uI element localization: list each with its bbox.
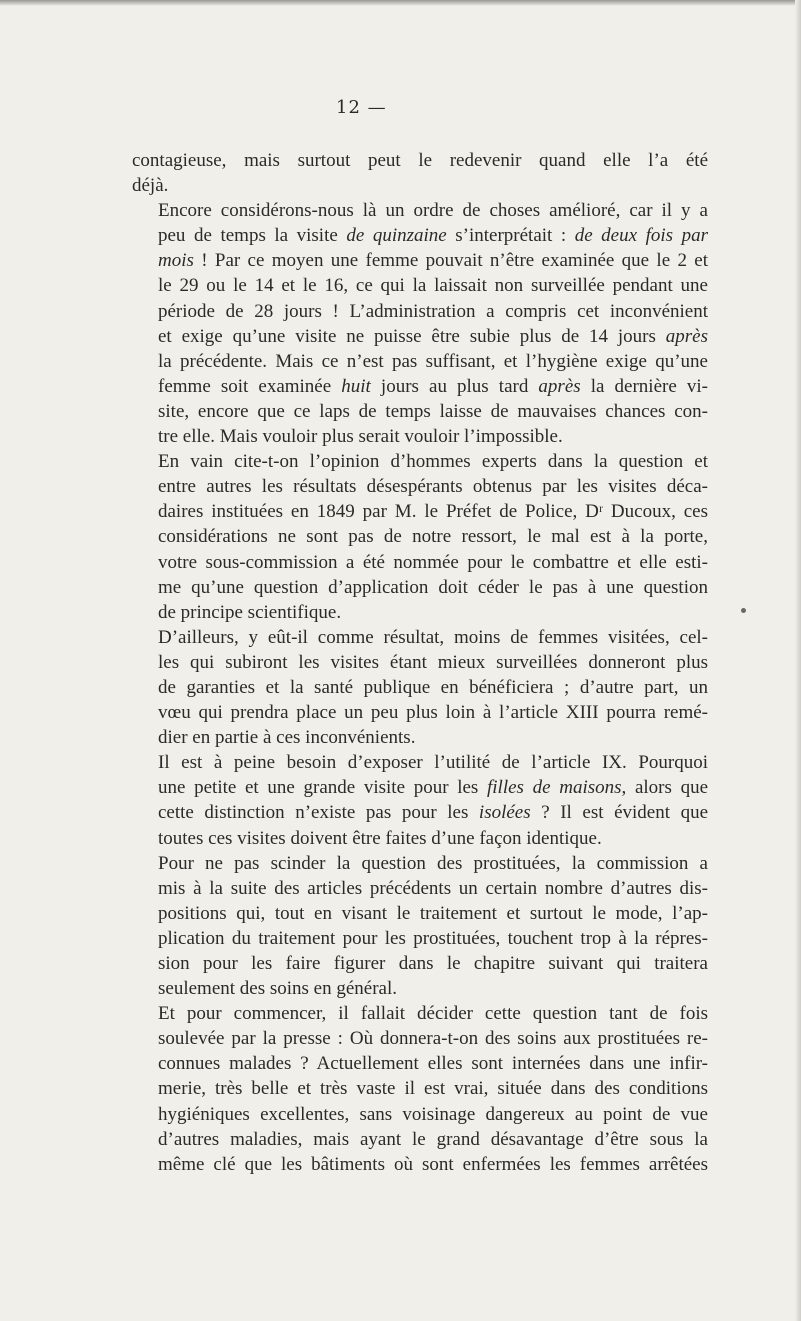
text-line — [132, 524, 708, 549]
text-run: les qui subiront les visites étant mieux surveillées donneront plus — [158, 651, 708, 673]
text-run: déjà. — [132, 175, 169, 197]
text-run: tre elle. Mais vouloir plus serait vouloir l’impossible. — [158, 426, 563, 448]
text-run: votre sous-commission a été nommée pour le combattre et elle esti- — [158, 551, 708, 573]
text-line — [132, 725, 708, 750]
text-run: entre autres les résultats désespérants obtenus par les visites déca- — [158, 476, 708, 498]
text-line — [132, 349, 708, 374]
text-run: la dernière vi- — [580, 375, 708, 397]
paragraph — [132, 1001, 708, 1177]
paragraph — [132, 198, 708, 449]
text-line — [132, 976, 708, 1001]
italic-text: isolées — [478, 802, 531, 824]
page-top-edge — [0, 0, 801, 6]
italic-text: après — [665, 325, 708, 347]
paragraph — [132, 851, 708, 1002]
body-text — [132, 148, 708, 1177]
text-line — [132, 499, 708, 524]
text-line — [132, 951, 708, 976]
text-line — [132, 775, 708, 800]
text-run: Pour ne pas scinder la question des prostituées, la commission a — [158, 852, 708, 874]
text-line — [132, 851, 708, 876]
text-run: site, encore que ce laps de temps laisse de mauvaises chances con- — [158, 400, 708, 422]
paragraph — [132, 625, 708, 750]
text-line — [132, 474, 708, 499]
text-run: sion pour les faire figurer dans le chapitre suivant qui traitera — [158, 953, 708, 974]
text-run: une petite et une grande visite pour les — [158, 777, 487, 799]
text-line — [132, 1001, 708, 1026]
text-line — [132, 399, 708, 424]
text-line — [132, 449, 708, 474]
text-line — [132, 876, 708, 901]
text-run: et exige qu’une visite ne puisse être subie plus de 14 jours — [158, 325, 666, 347]
text-run: cette distinction n’existe pas pour les — [158, 802, 479, 824]
text-run: peu de temps la visite — [158, 225, 347, 247]
text-run: seulement des soins en général. — [158, 978, 398, 1000]
text-line — [132, 700, 708, 725]
page-number: 12 — — [336, 97, 387, 118]
paragraph — [132, 449, 708, 625]
text-run: me qu’une question d’application doit céder le pas à une question — [158, 576, 708, 598]
text-line — [132, 1026, 708, 1051]
text-run: considérations ne sont pas de notre ressort, le mal est à la porte, — [158, 526, 708, 548]
text-run: D’ailleurs, y eût-il comme résultat, moins de femmes visitées, cel- — [158, 626, 708, 648]
text-run: Encore considérons-nous là un ordre de choses amélioré, car il y a — [158, 200, 708, 222]
text-line — [132, 1051, 708, 1076]
page-right-edge — [795, 0, 801, 1321]
text-line — [132, 826, 708, 851]
text-run: daires instituées en 1849 par M. le Préfet de Police, Dʳ Ducoux, ces — [158, 501, 708, 523]
italic-text: huit — [341, 375, 371, 397]
text-line — [132, 926, 708, 951]
text-line — [132, 424, 708, 449]
text-line — [132, 625, 708, 650]
italic-text: de deux fois par — [574, 225, 708, 247]
italic-text: filles de maisons — [487, 777, 622, 799]
text-run: de principe scientifique. — [158, 601, 342, 623]
text-line — [132, 198, 708, 223]
text-line — [132, 1152, 708, 1177]
text-run: soulevée par la presse : Où donnera-t-on des soins aux prostituées re- — [158, 1028, 708, 1050]
text-run: période de 28 jours ! L’administration a compris cet inconvénient — [158, 300, 708, 322]
text-run: de garanties et la santé publique en bénéficiera ; d’autre part, un — [158, 676, 708, 698]
text-line — [132, 750, 708, 775]
text-run: plication du traitement pour les prostituées, touchent trop à la répres- — [158, 927, 708, 949]
text-line — [132, 575, 708, 600]
text-line — [132, 299, 708, 324]
text-run: connues malades ? Actuellement elles sont internées dans une infir- — [158, 1053, 708, 1075]
text-run: jours au plus tard — [370, 375, 539, 397]
text-run: positions qui, tout en visant le traitement et surtout le mode, l’ap- — [158, 902, 708, 924]
text-line — [132, 148, 708, 173]
text-run: , alors que — [621, 777, 709, 799]
italic-text: après — [538, 375, 581, 397]
text-line — [132, 374, 708, 399]
text-run: Et pour commencer, il fallait décider cette question tant de fois — [158, 1003, 708, 1025]
text-line — [132, 1076, 708, 1101]
text-run: Il est à peine besoin d’exposer l’utilité de l’article IX. Pourquoi — [158, 752, 708, 774]
text-run: même clé que les bâtiments où sont enfermées les femmes arrêtées — [158, 1153, 708, 1175]
text-run: le 29 ou le 14 et le 16, ce qui la laissait non surveillée pendant une — [158, 275, 708, 297]
text-run: En vain cite-t-on l’opinion d’hommes experts dans la question et — [158, 451, 708, 473]
text-run: s’interprétait : — [446, 225, 575, 247]
text-line — [132, 324, 708, 349]
text-run: contagieuse, mais surtout peut le redevenir quand elle l’a été — [132, 150, 708, 171]
italic-text: mois — [158, 250, 194, 272]
text-line — [132, 273, 708, 298]
text-run: femme soit examinée — [158, 375, 342, 397]
ink-speck — [741, 608, 746, 613]
text-run: ! Par ce moyen une femme pouvait n’être examinée que le 2 et — [193, 250, 708, 272]
text-line — [132, 600, 708, 625]
text-run: la précédente. Mais ce n’est pas suffisant, et l’hygiène exige qu’une — [158, 350, 708, 372]
paragraph — [132, 750, 708, 850]
text-run: ? Il est évident que — [530, 802, 708, 824]
italic-text: de quinzaine — [346, 225, 447, 247]
text-line — [132, 800, 708, 825]
text-run: dier en partie à ces inconvénients. — [158, 727, 416, 749]
text-line — [132, 650, 708, 675]
text-run: d’autres maladies, mais ayant le grand désavantage d’être sous la — [158, 1128, 708, 1150]
text-run: toutes ces visites doivent être faites d’une façon identique. — [158, 827, 602, 849]
text-line — [132, 173, 708, 198]
text-line — [132, 223, 708, 248]
text-line — [132, 248, 708, 273]
text-run: mis à la suite des articles précédents un certain nombre d’autres dis- — [158, 877, 708, 899]
text-line — [132, 901, 708, 926]
text-line — [132, 1102, 708, 1127]
text-run: vœu qui prendra place un peu plus loin à l’article XIII pourra remé- — [158, 702, 708, 724]
text-run: merie, très belle et très vaste il est vrai, située dans des conditions — [158, 1078, 708, 1100]
text-line — [132, 675, 708, 700]
text-line — [132, 1127, 708, 1152]
paragraph — [132, 148, 708, 198]
text-run: hygiéniques excellentes, sans voisinage dangereux au point de vue — [158, 1103, 708, 1125]
text-line — [132, 550, 708, 575]
